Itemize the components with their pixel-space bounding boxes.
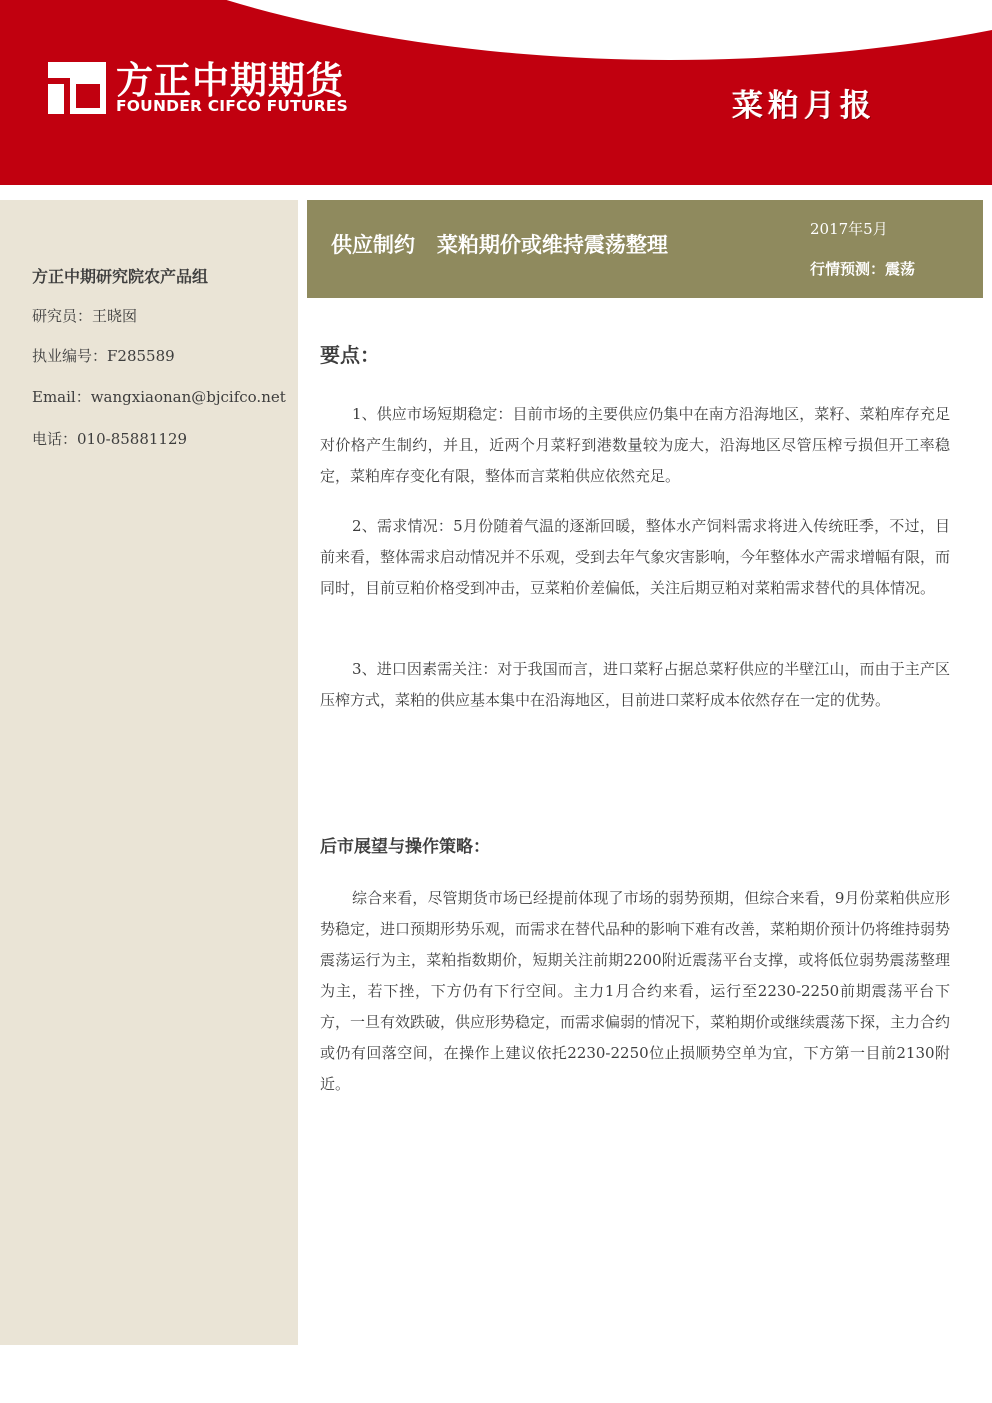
- outlook-heading: 后市展望与操作策略：: [320, 837, 490, 857]
- key-point-1: 1、供应市场短期稳定：目前市场的主要供应仍集中在南方沿海地区，菜籽、菜粕库存充足对价格产生制约，并且，近两个月菜籽到港数量较为庞大，沿海地区尽管压榨亏损但开工率稳定，菜粕库存变化有限，整体而言菜粕供应依然充足。: [320, 405, 950, 485]
- brand-name-cn: 方正中期期货: [116, 59, 344, 102]
- key-point-3: 3、进口因素需关注：对于我国而言，进口菜籽占据总菜籽供应的半壁江山，而由于主产区压榨方式，菜粕的供应基本集中在沿海地区，目前进口菜籽成本依然存在一定的优势。: [320, 660, 950, 709]
- report-date: 2017年5月: [810, 220, 888, 238]
- sidebar-phone: 电话：010-85881129: [32, 430, 188, 448]
- report-headline: 供应制约 菜粕期价或维持震荡整理: [331, 233, 668, 257]
- sidebar-panel: [0, 200, 298, 1345]
- founder-logo-icon: [48, 62, 106, 114]
- outlook-paragraph: 综合来看，尽管期货市场已经提前体现了市场的弱势预期，但综合来看，9月份菜粕供应形势稳定，进口预期形势乐观，而需求在替代品种的影响下难有改善，菜粕期价预计仍将维持弱势震荡运行为主，菜粕指数期价，短期关注前期2200附近震荡平台支撑，或将低位弱势震荡整理为主，若下挫，下方仍有下行空间。主力1月合约来看，运行至2230-2250前期震荡平台下方，一旦有效跌破，供应形势稳定，而需求偏弱的情况下，菜粕期价或继续震荡下探，主力合约或仍有回落空间，在操作上建议依托2230-2250位止损顺势空单为宜，下方第一目前2130附近。: [320, 889, 951, 1093]
- key-points-heading: 要点：: [320, 343, 380, 367]
- sidebar-license: 执业编号：F285589: [32, 347, 175, 365]
- market-forecast: 行情预测：震荡: [810, 260, 916, 278]
- sidebar-email: Email：wangxiaonan@bjcifco.net: [32, 388, 286, 406]
- sidebar-org: 方正中期研究院农产品组: [32, 267, 209, 286]
- report-type-title: 菜粕月报: [732, 88, 876, 124]
- key-point-2: 2、需求情况：5月份随着气温的逐渐回暖，整体水产饲料需求将进入传统旺季，不过，目前来看，整体需求启动情况并不乐观，受到去年气象灾害影响，今年整体水产需求增幅有限，而同时，目前豆粕价格受到冲击，豆菜粕价差偏低，关注后期豆粕对菜粕需求替代的具体情况。: [320, 517, 951, 597]
- sidebar-researcher: 研究员：王晓囡: [32, 307, 138, 325]
- brand-name-en: FOUNDER CIFCO FUTURES: [116, 97, 349, 115]
